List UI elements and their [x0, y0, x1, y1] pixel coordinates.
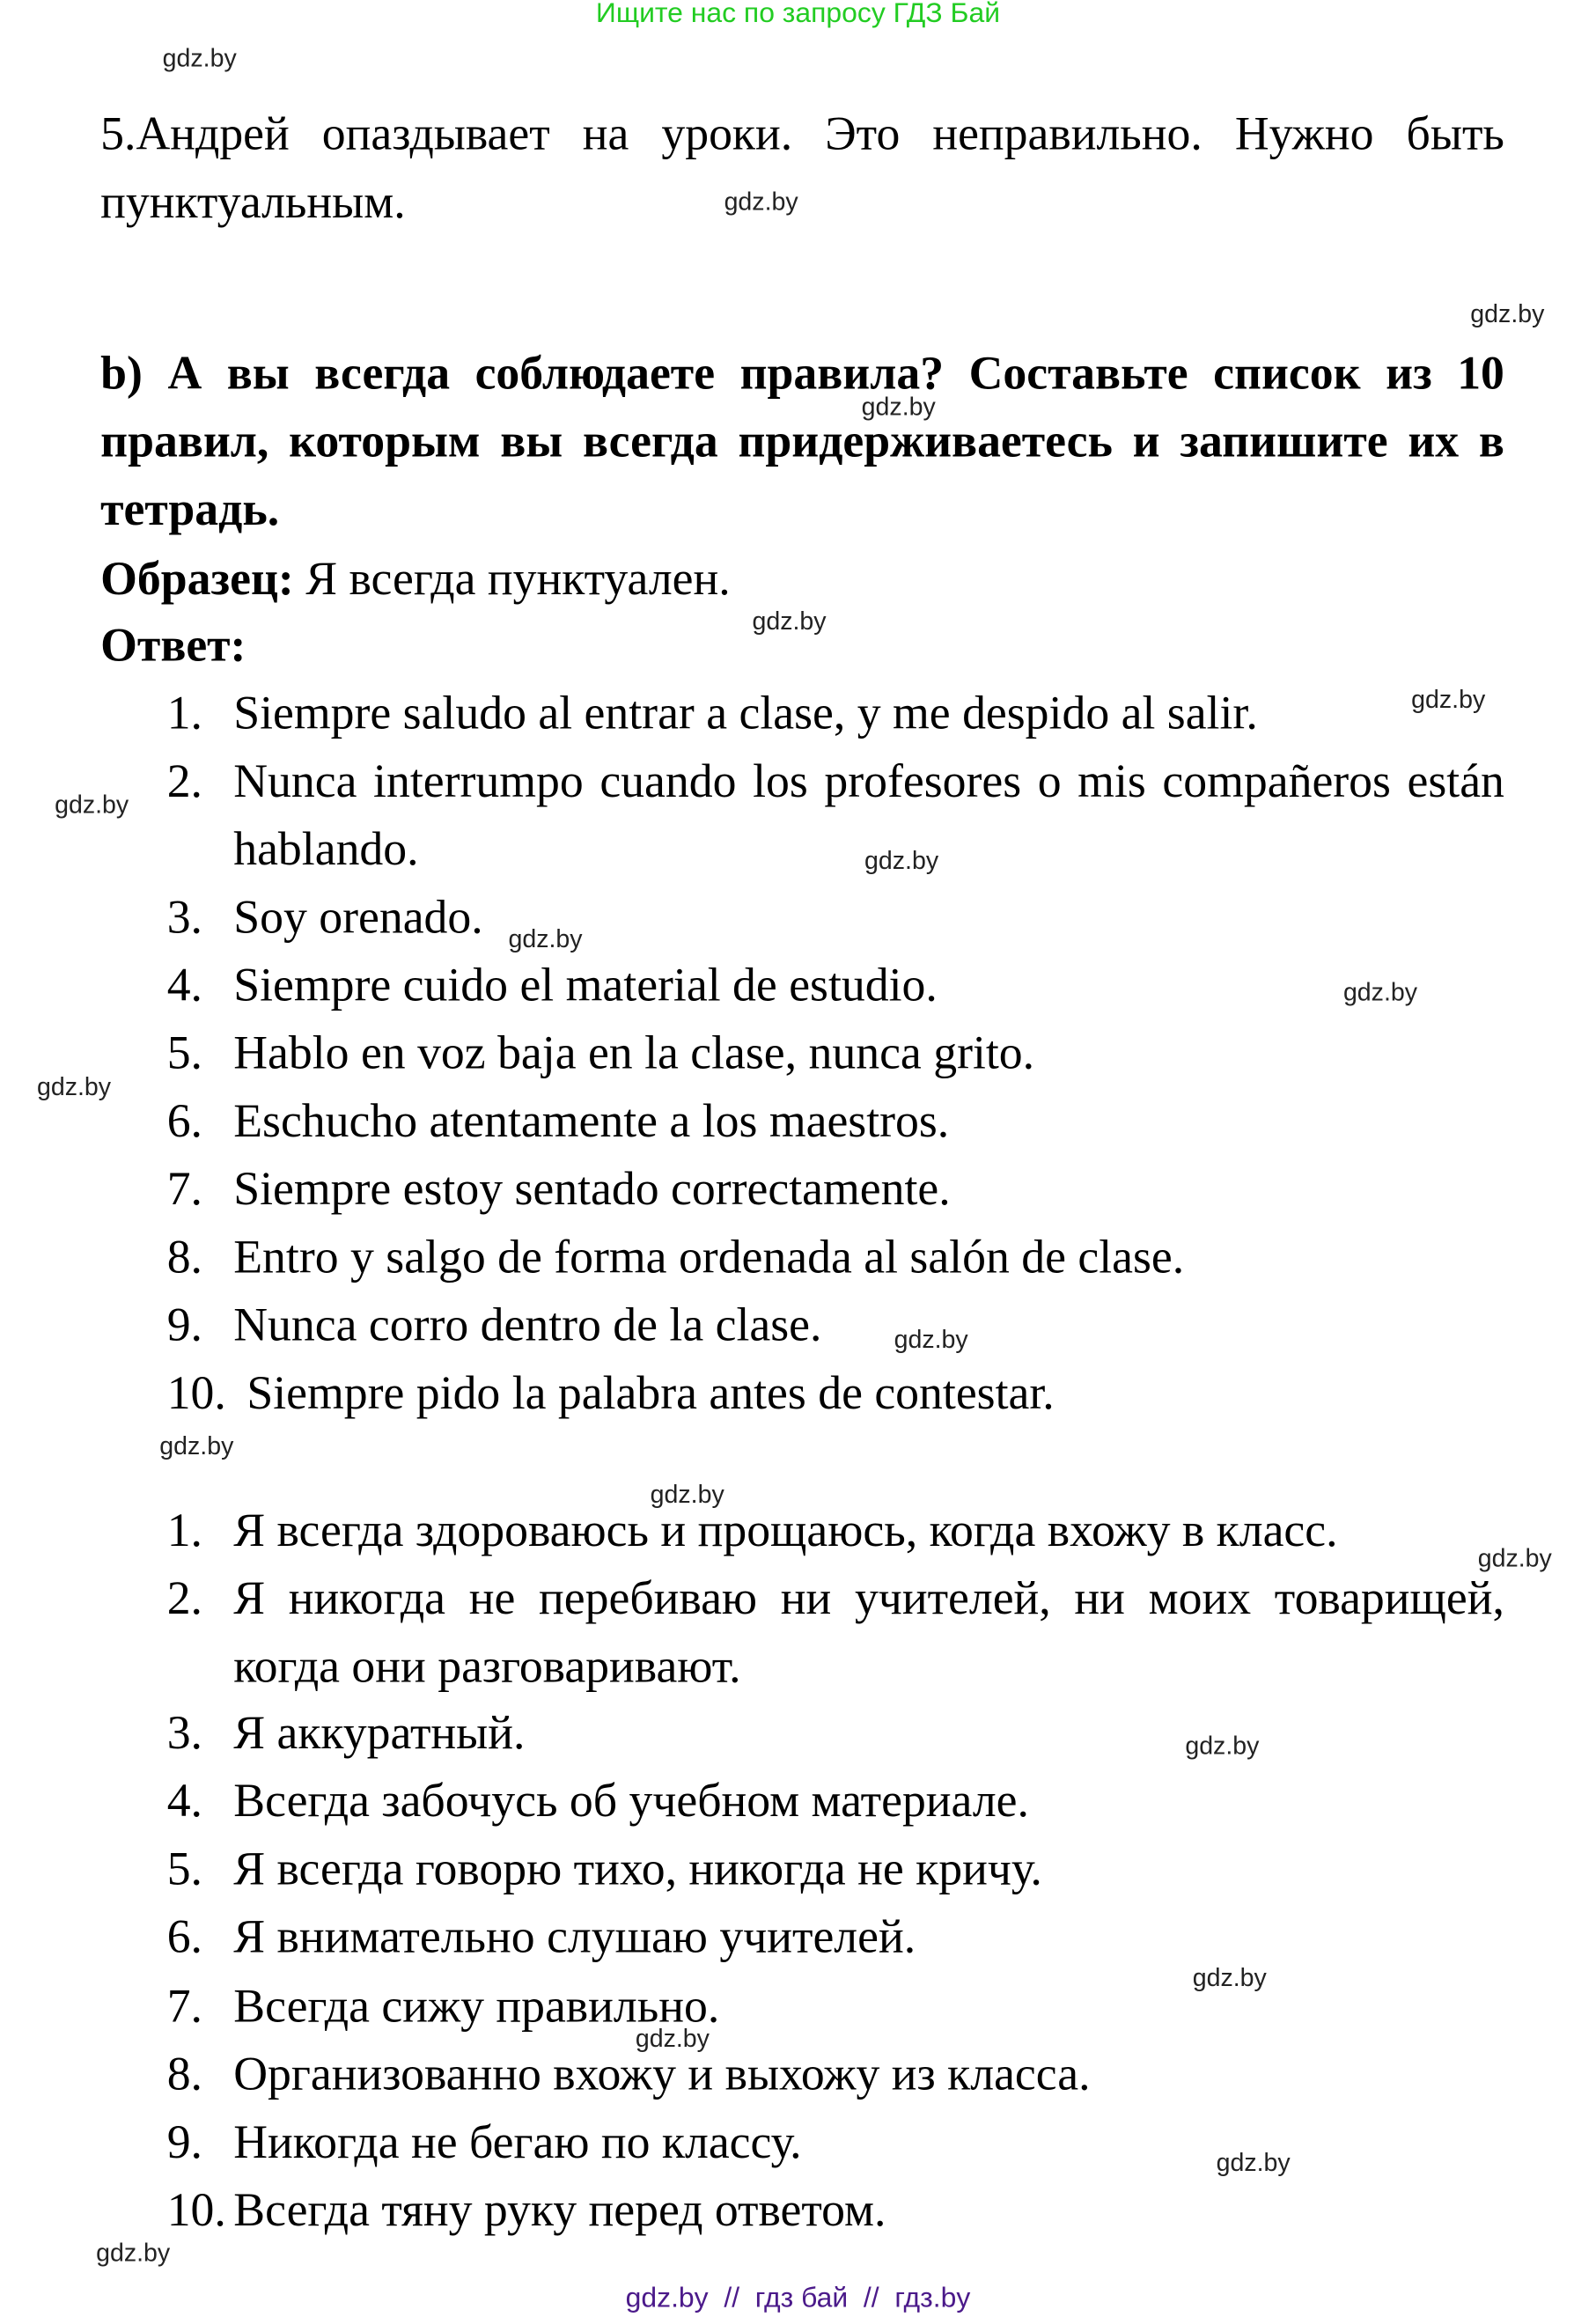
item-number: 7.: [166, 1978, 202, 2033]
item-text: Никогда не бегаю по классу.: [233, 2115, 802, 2168]
item-text: Siempre cuido el material de estudio.: [233, 957, 938, 1011]
item-number: 9.: [166, 2115, 202, 2168]
header-banner[interactable]: Ищите нас по запросу ГДЗ Бай: [595, 0, 1001, 30]
item-number: 8.: [166, 2046, 202, 2100]
item-number: 6.: [166, 1909, 202, 1963]
watermark: gdz.by: [55, 791, 129, 819]
item-number: 10.: [166, 2182, 226, 2236]
item-number: 2.: [166, 754, 202, 807]
task-b-heading: b) А вы всегда соблюдаете правила? Составьте список из 10 правил, которым вы всегда придерживаетесь и запишите их в тетрадь.: [100, 345, 1504, 535]
watermark: gdz.by: [1470, 299, 1545, 328]
item-text: Я аккуратный.: [233, 1705, 526, 1759]
item-number: 1.: [166, 1503, 202, 1556]
watermark: gdz.by: [1192, 1963, 1267, 1992]
watermark: gdz.by: [894, 1325, 968, 1354]
item-number: 2.: [166, 1570, 202, 1624]
watermark: gdz.by: [752, 607, 827, 636]
watermark: gdz.by: [1477, 1544, 1552, 1573]
watermark: gdz.by: [508, 924, 583, 953]
item-text: Hablo en voz baja en la clase, nunca grito.: [233, 1026, 1035, 1079]
item-text: Nunca interrumpo cuando los profesores o mis compañeros están hablando.: [233, 754, 1504, 875]
watermark: gdz.by: [1185, 1732, 1260, 1761]
item-number: 8.: [166, 1229, 202, 1284]
item-number: 10.: [166, 1365, 226, 1419]
watermark: gdz.by: [36, 1072, 112, 1101]
item-text: Eschucho atentamente a los maestros.: [233, 1093, 950, 1147]
sample-label: Образец:: [100, 551, 294, 605]
paragraph-5: 5.Андрей опаздывает на уроки. Это неправильно. Нужно быть пунктуальным.: [100, 106, 1504, 228]
item-text: Я никогда не перебиваю ни учителей, ни моих товарищей, когда они разговаривают.: [233, 1570, 1504, 1693]
watermark: gdz.by: [159, 1431, 234, 1460]
item-text: Всегда забочусь об учебном материале.: [233, 1773, 1029, 1827]
footer-banner[interactable]: gdz.by // гдз бай // гдз.by: [625, 2283, 971, 2314]
item-text: Siempre pido la palabra antes de contestar.: [246, 1365, 1055, 1419]
item-text: Siempre saludo al entrar a clase, y me despido al salir.: [233, 685, 1258, 739]
watermark: gdz.by: [864, 846, 939, 875]
item-number: 4.: [166, 1773, 202, 1827]
item-number: 5.: [166, 1841, 202, 1895]
item-text: Soy orenado.: [233, 889, 483, 944]
sample-text: Я всегда пунктуален.: [293, 551, 731, 605]
item-number: 7.: [166, 1161, 202, 1215]
watermark: gdz.by: [1411, 685, 1486, 714]
watermark: gdz.by: [724, 188, 798, 217]
item-number: 9.: [166, 1297, 202, 1351]
item-text: Всегда сижу правильно.: [233, 1978, 720, 2033]
item-number: 3.: [166, 1705, 202, 1759]
watermark: gdz.by: [861, 393, 936, 422]
item-number: 5.: [166, 1026, 202, 1079]
item-text: Siempre estoy sentado correctamente.: [233, 1161, 951, 1215]
item-text: Я всегда здороваюсь и прощаюсь, когда вхожу в класс.: [233, 1503, 1338, 1556]
item-number: 4.: [166, 957, 202, 1011]
watermark: gdz.by: [162, 44, 237, 73]
item-text: Организованно вхожу и выхожу из класса.: [233, 2046, 1091, 2100]
item-number: 3.: [166, 889, 202, 944]
watermark: gdz.by: [1216, 2148, 1291, 2177]
answer-label: Ответ:: [100, 617, 246, 672]
item-text: Всегда тяну руку перед ответом.: [233, 2182, 886, 2236]
item-text: Nunca corro dentro de la clase.: [233, 1297, 822, 1351]
watermark: gdz.by: [96, 2239, 171, 2268]
watermark: gdz.by: [650, 1481, 724, 1509]
item-number: 1.: [166, 685, 202, 739]
sample-line: [100, 544, 730, 612]
item-number: 6.: [166, 1093, 202, 1147]
item-text: Я всегда говорю тихо, никогда не кричу.: [233, 1841, 1042, 1895]
watermark: gdz.by: [1342, 978, 1418, 1007]
watermark: gdz.by: [635, 2024, 710, 2053]
item-text: Я внимательно слушаю учителей.: [233, 1909, 916, 1963]
item-text: Entro y salgo de forma ordenada al salón de clase.: [233, 1229, 1185, 1284]
